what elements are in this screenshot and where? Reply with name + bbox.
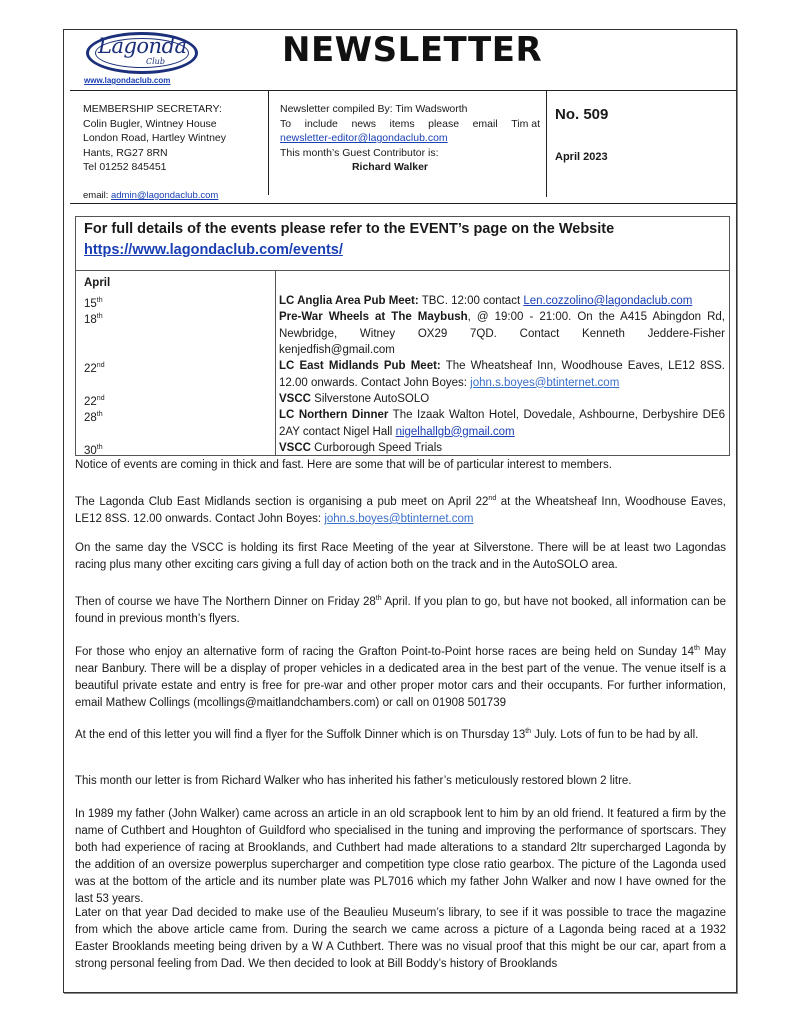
info-bottom-divider (70, 203, 737, 204)
body-paragraph (75, 723, 726, 744)
text: For those who enjoy an alternative form of racing the Grafton Point-to-Point horse races are being held on Sunday 14 (75, 645, 695, 658)
event-title: VSCC (279, 442, 311, 454)
body-paragraph (75, 490, 726, 528)
body-paragraph (75, 590, 726, 628)
word: please (428, 117, 460, 130)
event-contact-link[interactable]: john.s.boyes@btinternet.com (470, 376, 620, 389)
event-item (279, 391, 725, 408)
website-link[interactable]: www.lagondaclub.com (84, 76, 171, 85)
event-item (279, 358, 725, 391)
body-paragraph: Later on that year Dad decided to make use of the Beaulieu Museum’s library, to see if it was possible to trace the magazine from which the above article came from. During the search we came across a picture of a Lagonda being raced at a 1932 Easter Brooklands meeting being driven by a W A Cuthbert. There was no visual proof that this might be our car, apart from a strong personal feeling from Dad. We then decided to look at Bill Boddy’s history of Brooklands (75, 907, 726, 970)
event-text: The Izaak Walton Hotel, Dovedale, Ashbourne, Derbyshire DE6 2AY contact Nigel Hall (279, 409, 725, 438)
body-paragraph: In 1989 my father (John Walker) came across an article in an old scrapbook lent to him by an old friend. It featured a firm by the name of Cuthbert and Houghton of Guildford who specialised in the tuning and improving the performance of sportscars. They both had experience of racing at Brooklands, and Cuthbert had made alterations to a standard 2ltr supercharged Lagonda by the addition of an oversize powerplus supercharger and competition type close ratio gearbox. The picture of the Lagonda used was at the bottom of the article and its number plate was PL7016 which my father John Walker and now I have owned for the last 53 years. (75, 808, 726, 905)
text: At the end of this letter you will find a flyer for the Suffolk Dinner which is on Thursday 13 (75, 728, 526, 741)
events-column-divider (275, 270, 276, 456)
event-title: LC Northern Dinner (279, 409, 389, 421)
event-date (84, 407, 103, 426)
guest-contributor-label: This month’s Guest Contributor is: (280, 146, 439, 159)
issue-number: No. 509 (555, 106, 609, 123)
text: April. If you plan to go, but have not booked, all information can be found in previous month’s flyers. (75, 595, 727, 625)
event-title: LC Anglia Area Pub Meet: (279, 295, 419, 307)
event-day: 28 (84, 411, 97, 424)
membership-secretary-block (83, 102, 263, 175)
event-text: TBC. 12:00 contact (418, 295, 524, 307)
word: Tim at (511, 117, 540, 130)
newsletter-editor-email-link[interactable]: newsletter-editor@lagondaclub.com (280, 132, 448, 144)
events-heading-text: For full details of the events please refer to the EVENT’s page on the Website (84, 221, 615, 237)
info-divider-1 (268, 91, 269, 195)
event-date (84, 358, 105, 377)
guest-contributor-name: Richard Walker (351, 161, 429, 173)
logo-subtext: Club (146, 57, 165, 66)
body-paragraph: On the same day the VSCC is holding its first Race Meeting of the year at Silverstone. There will be at least two Lagondas racing plus many other exciting cars giving a full day of action both on the track and in the AutoSOLO area. (75, 542, 726, 571)
logo-text: Lagonda (98, 34, 187, 58)
event-day-suffix: nd (96, 395, 105, 402)
event-day: 22 (84, 362, 97, 375)
event-day-suffix: nd (96, 362, 105, 369)
body-paragraph (75, 640, 726, 712)
text: Then of course we have The Northern Dinner on Friday 28 (75, 595, 376, 608)
word: include (304, 117, 338, 130)
event-title: LC East Midlands Pub Meet: (279, 360, 441, 372)
superscript: th (525, 728, 532, 735)
event-item (279, 440, 725, 457)
header-divider (70, 90, 737, 91)
text: at the Wheatsheaf Inn, Woodhouse Eaves, LE12 8SS. 12.00 onwards. Contact John Boyes: (75, 495, 727, 525)
word: To (280, 117, 292, 130)
event-text: Curborough Speed Trials (310, 442, 443, 454)
event-day: 30 (84, 444, 97, 457)
text: The Lagonda Club East Midlands section is organising a pub meet on April 22 (75, 495, 489, 508)
event-day-suffix: th (96, 411, 103, 418)
body-paragraph: Notice of events are coming in thick and fast. Here are some that will be of particular interest to members. (75, 459, 612, 471)
superscript: th (375, 595, 382, 602)
membership-address-line: London Road, Hartley Wintney (83, 132, 226, 144)
event-day: 15 (84, 297, 97, 310)
event-day-suffix: th (96, 313, 103, 320)
compiled-by-line: Newsletter compiled By: Tim Wadsworth (280, 103, 468, 115)
membership-email-row (83, 190, 218, 201)
word: news (351, 117, 376, 130)
superscript: nd (488, 495, 497, 502)
john-boyes-email-link[interactable]: john.s.boyes@btinternet.com (324, 512, 474, 525)
page-title: NEWSLETTER (282, 30, 543, 70)
email-label: email: (83, 190, 111, 201)
body-paragraph: This month our letter is from Richard Walker who has inherited his father’s meticulously restored blown 2 litre. (75, 775, 632, 787)
word: items (389, 117, 415, 130)
event-text: Silverstone AutoSOLO (310, 393, 430, 405)
event-day-suffix: th (96, 297, 103, 304)
event-title: Pre-War Wheels at The Maybush (279, 311, 468, 323)
compiled-by-block (280, 102, 540, 175)
membership-address-line: Hants, RG27 8RN (83, 146, 168, 159)
membership-tel: Tel 01252 845451 (83, 161, 167, 173)
include-news-line (280, 117, 540, 132)
issue-date: April 2023 (555, 151, 608, 163)
event-contact-link[interactable]: Len.cozzolino@lagondaclub.com (523, 295, 693, 307)
word: email (472, 117, 498, 130)
event-date (84, 309, 103, 328)
events-page-link[interactable]: https://www.lagondaclub.com/events/ (84, 242, 343, 258)
superscript: th (694, 645, 700, 652)
membership-email-link[interactable]: admin@lagondaclub.com (110, 190, 219, 201)
event-item (279, 293, 725, 310)
events-divider (75, 270, 730, 271)
event-contact-link[interactable]: nigelhallgb@gmail.com (395, 425, 515, 438)
event-day: 18 (84, 313, 97, 326)
text: May near Banbury. There will be a display of proper vehicles in a dedicated area in the best part of the venue. The venue itself is a beautiful private estate and entry is free for pre-war and other proper motor cars and their occupants. For further information, email Mathew Collings (mcollings@maitlandchambers.com) or call on 01908 501739 (75, 645, 727, 709)
event-title: VSCC (279, 393, 311, 405)
events-month: April (84, 277, 111, 289)
events-heading (84, 219, 614, 261)
event-text: The Wheatsheaf Inn, Woodhouse Eaves, LE12 8SS. 12.00 onwards. Contact John Boyes: (279, 360, 725, 389)
event-item (279, 407, 725, 440)
text: July. Lots of fun to be had by all. (531, 728, 699, 741)
event-day: 22 (84, 395, 97, 408)
event-text: , @ 19:00 - 21:00. On the A415 Abingdon Rd, Newbridge, Witney OX29 7QD. Contact Kenneth Jeddere-Fisher kenjedfish@gmail.com (279, 311, 725, 356)
info-divider-2 (546, 91, 547, 197)
event-item (279, 309, 725, 359)
event-day-suffix: th (96, 444, 103, 451)
membership-heading: MEMBERSHIP SECRETARY: (83, 103, 222, 115)
membership-address-line: Colin Bugler, Wintney House (83, 117, 217, 130)
